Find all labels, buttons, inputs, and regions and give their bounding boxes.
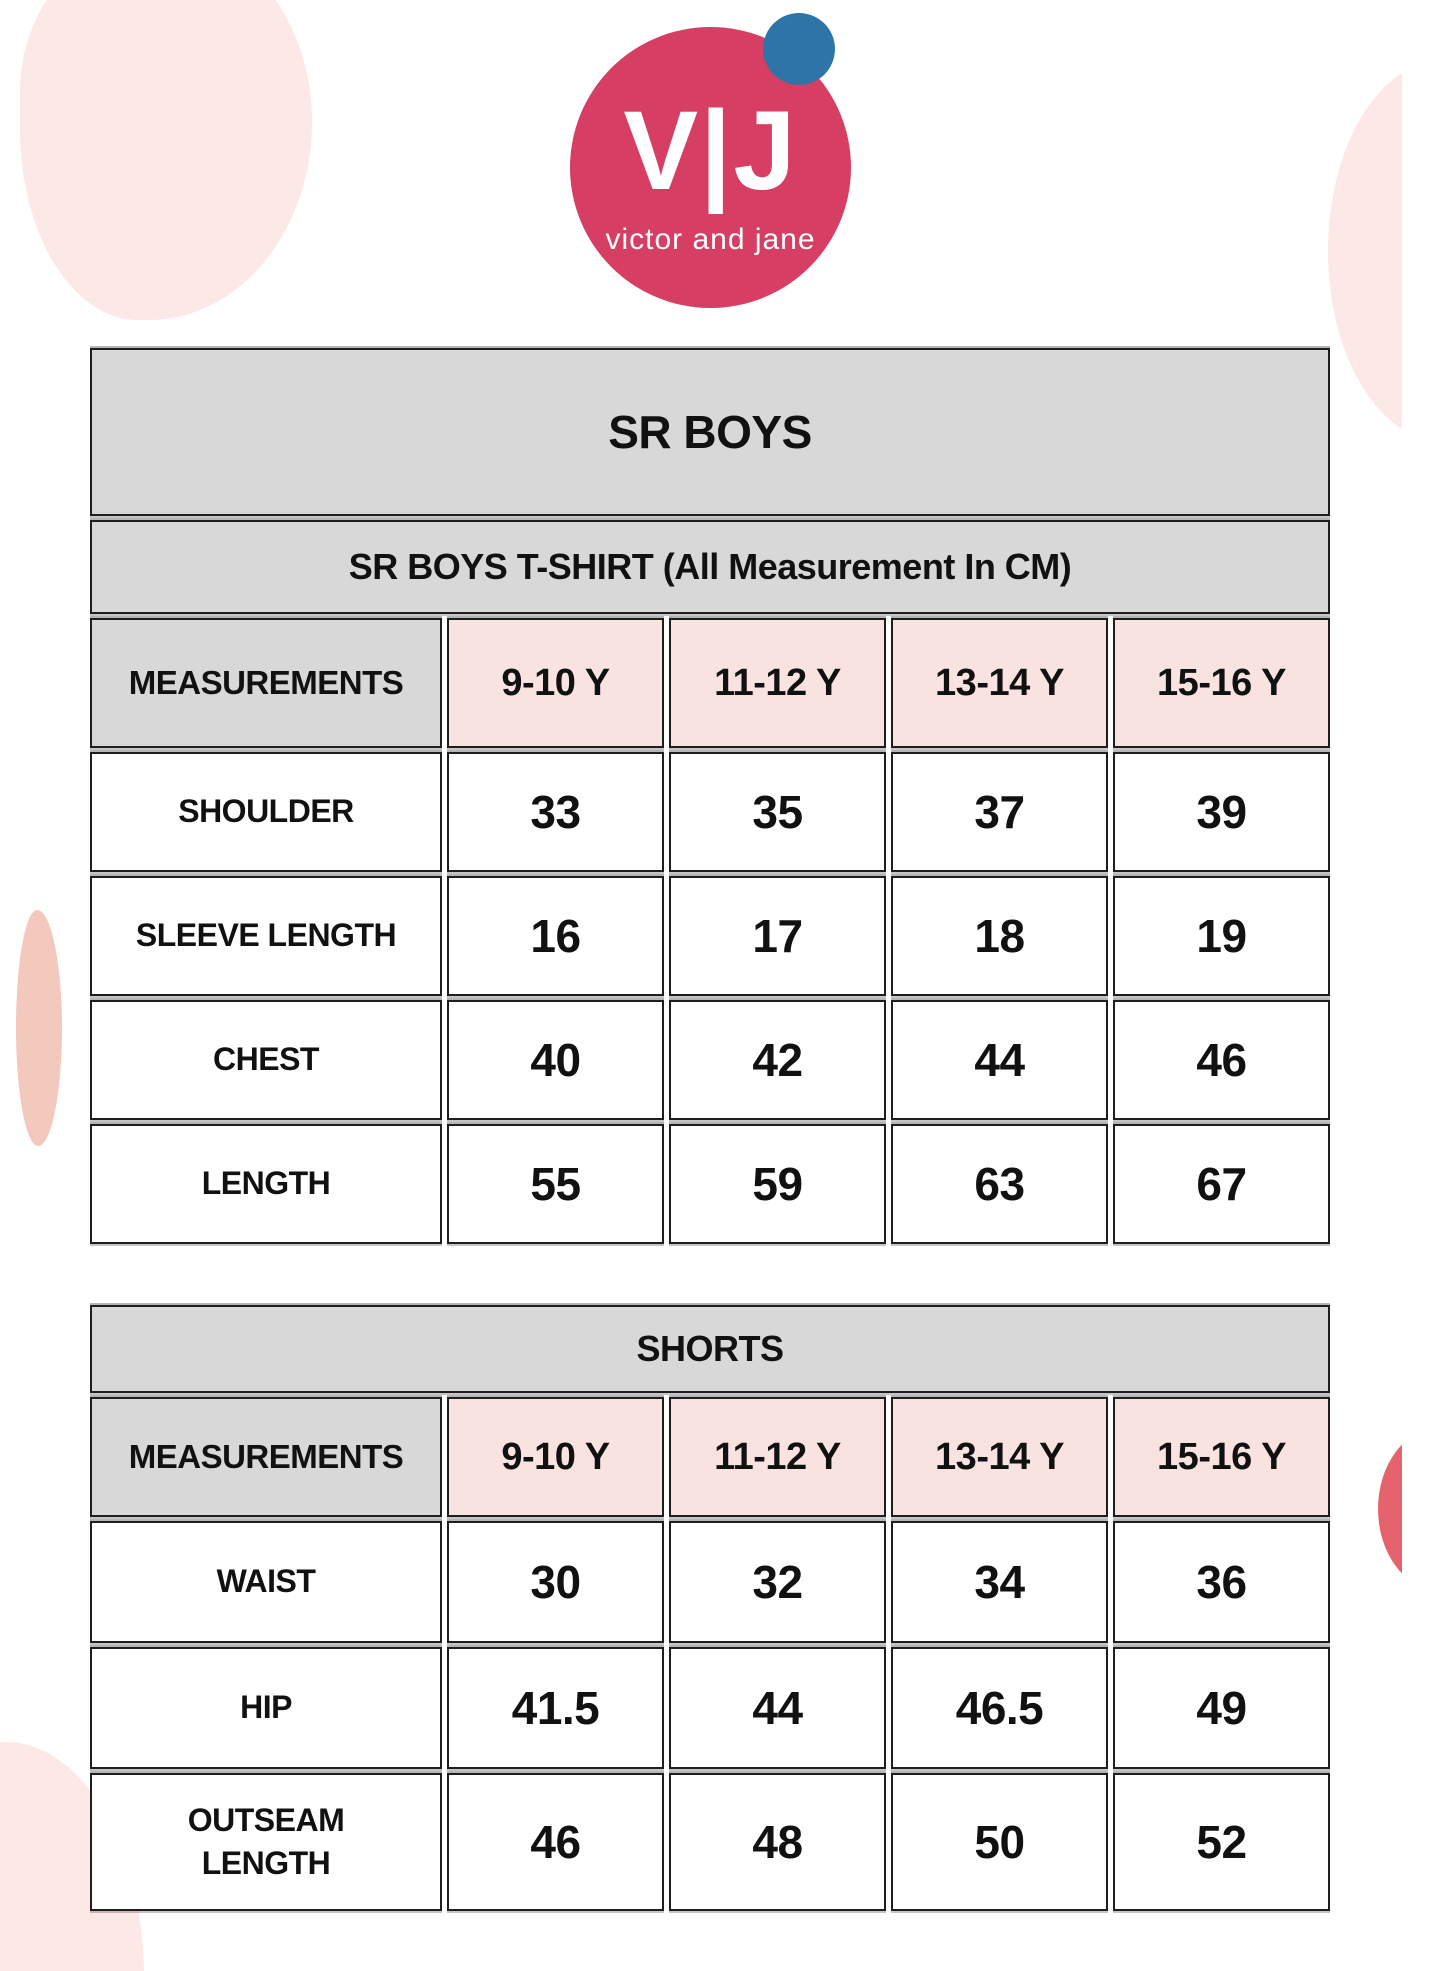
shorts-outseam-label-text: OUTSEAM LENGTH: [187, 1801, 345, 1881]
shorts-waist-value: 32: [669, 1521, 886, 1643]
shorts-hip-value: 46.5: [891, 1647, 1108, 1769]
tshirt-header-size-13-14: 13-14 Y: [891, 618, 1108, 748]
tshirt-length-value: 67: [1113, 1124, 1330, 1244]
tshirt-shoulder-value: 39: [1113, 752, 1330, 872]
shorts-hip-value: 44: [669, 1647, 886, 1769]
tshirt-header-size-9-10: 9-10 Y: [447, 618, 664, 748]
shorts-hip-value: 41.5: [447, 1647, 664, 1769]
logo-accent-circle: [763, 13, 835, 85]
tshirt-sleeve-value: 19: [1113, 876, 1330, 996]
tshirt-shoulder-value: 37: [891, 752, 1108, 872]
shorts-header-size-15-16: 15-16 Y: [1113, 1397, 1330, 1517]
logo-brand-name: victor and jane: [605, 222, 816, 256]
shorts-outseam-value: 50: [891, 1773, 1108, 1911]
tshirt-header-size-11-12: 11-12 Y: [669, 618, 886, 748]
tshirt-shoulder-value: 33: [447, 752, 664, 872]
shorts-waist-value: 36: [1113, 1521, 1330, 1643]
shorts-size-table: [90, 1305, 1330, 1911]
shorts-waist-value: 34: [891, 1521, 1108, 1643]
shorts-hip-value: 49: [1113, 1647, 1330, 1769]
shorts-header-size-9-10: 9-10 Y: [447, 1397, 664, 1517]
tshirt-table-subtitle: SR BOYS T-SHIRT (All Measurement In CM): [90, 520, 1330, 614]
shorts-row-label-outseam-length: [90, 1773, 442, 1911]
decor-blob-left-crescent: [16, 910, 62, 1146]
tshirt-row-label-length: LENGTH: [90, 1124, 442, 1244]
shorts-table-title: SHORTS: [90, 1305, 1330, 1393]
shorts-outseam-value: 48: [669, 1773, 886, 1911]
tshirt-row-label-sleeve-length: SLEEVE LENGTH: [90, 876, 442, 996]
decor-blob-right-red: [1378, 1428, 1402, 1590]
tshirt-length-value: 63: [891, 1124, 1108, 1244]
shorts-outseam-value: 52: [1113, 1773, 1330, 1911]
tshirt-row-label-shoulder: SHOULDER: [90, 752, 442, 872]
tshirt-header-size-15-16: 15-16 Y: [1113, 618, 1330, 748]
shorts-header-size-11-12: 11-12 Y: [669, 1397, 886, 1517]
tshirt-chest-value: 46: [1113, 1000, 1330, 1120]
tshirt-sleeve-value: 18: [891, 876, 1108, 996]
tshirt-table-title: SR BOYS: [90, 348, 1330, 516]
tshirt-length-value: 55: [447, 1124, 664, 1244]
tshirt-length-value: 59: [669, 1124, 886, 1244]
tshirt-chest-value: 44: [891, 1000, 1108, 1120]
shorts-waist-value: 30: [447, 1521, 664, 1643]
tshirt-row-label-chest: CHEST: [90, 1000, 442, 1120]
tshirt-chest-value: 40: [447, 1000, 664, 1120]
tshirt-header-measurements: MEASUREMENTS: [90, 618, 442, 748]
tshirt-size-table: [90, 348, 1330, 1244]
logo-monogram: V|J: [623, 87, 798, 213]
tshirt-shoulder-value: 35: [669, 752, 886, 872]
shorts-row-label-waist: WAIST: [90, 1521, 442, 1643]
tshirt-sleeve-value: 17: [669, 876, 886, 996]
shorts-row-label-hip: HIP: [90, 1647, 442, 1769]
tshirt-chest-value: 42: [669, 1000, 886, 1120]
tshirt-sleeve-value: 16: [447, 876, 664, 996]
shorts-outseam-value: 46: [447, 1773, 664, 1911]
shorts-header-size-13-14: 13-14 Y: [891, 1397, 1108, 1517]
brand-logo: [0, 0, 1445, 330]
shorts-header-measurements: MEASUREMENTS: [90, 1397, 442, 1517]
